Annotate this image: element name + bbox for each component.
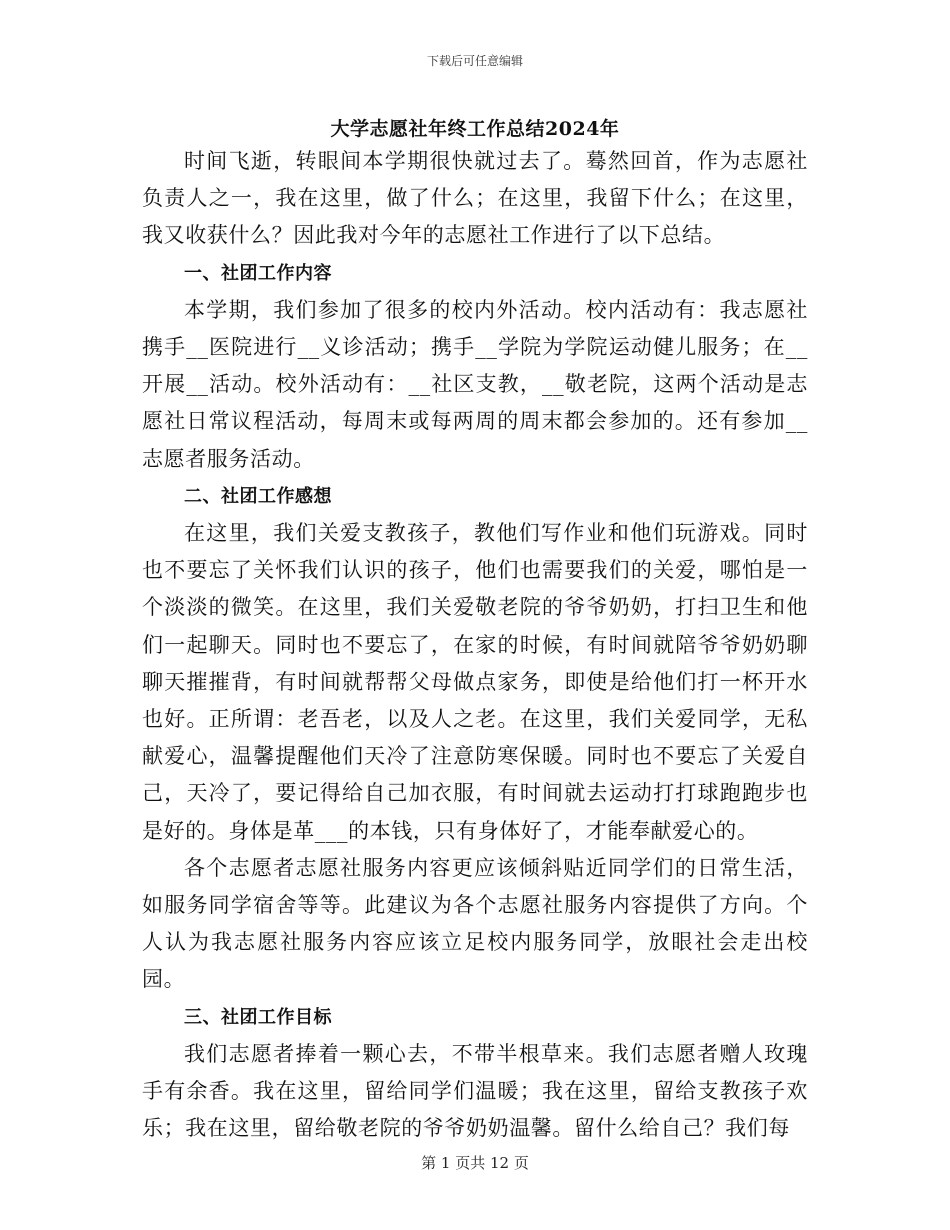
section-paragraph: 我们志愿者捧着一颗心去，不带半根草来。我们志愿者赠人玫瑰手有余香。我在这里，留给同学们温暖；我在这里，留给支教孩子欢乐；我在这里，留给敬老院的爷爷奶奶温馨。留什么给自己？我们每 — [142, 1041, 808, 1141]
section-paragraph: 在这里，我们关爱支教孩子，教他们写作业和他们玩游戏。同时也不要忘了关怀我们认识的孩子，他们也需要我们的关爱，哪怕是一个淡淡的微笑。在这里，我们关爱敬老院的爷爷奶奶，打扫卫生和他们一起聊天。同时也不要忘了，在家的时候，有时间就陪爷爷奶奶聊聊天摧摧背，有时间就帮帮父母做点家务，即使是给他们打一杯开水也好。正所谓：老吾老，以及人之老。在这里，我们关爱同学，无私献爱心，温馨提醒他们天冷了注意防寒保暖。同时也不要忘了关爱自己，天冷了，要记得给自己加衣服，有时间就去运动打打球跑跑步也是好的。身体是革___的本钱，只有身体好了，才能奉献爱心的。 — [142, 521, 808, 843]
page-header: 下载后可任意编辑 — [426, 54, 523, 68]
document-body — [142, 143, 808, 1147]
section-paragraph: 本学期，我们参加了很多的校内外活动。校内活动有：我志愿社携手__医院进行__义诊活动；携手__学院为学院运动健儿服务；在__开展__活动。校外活动有：__社区支教，__敬老院，这两个活动是志愿社日常议程活动，每周末或每两周的周末都会参加的。还有参加__志愿者服务活动。 — [142, 297, 808, 471]
section-heading-thoughts: 二、社团工作感想 — [184, 485, 332, 507]
page-footer: 第 1 页共 12 页 — [421, 1154, 529, 1172]
section-heading-content: 一、社团工作内容 — [184, 262, 332, 284]
intro-paragraph: 时间飞逝，转眼间本学期很快就过去了。蓦然回首，作为志愿社负责人之一，我在这里，做了什么；在这里，我留下什么；在这里，我又收获什么？因此我对今年的志愿社工作进行了以下总结。 — [142, 149, 808, 248]
document-title: 大学志愿社年终工作总结2024年 — [330, 118, 620, 140]
section-paragraph: 各个志愿者志愿社服务内容更应该倾斜贴近同学们的日常生活，如服务同学宿舍等等。此建议为各个志愿社服务内容提供了方向。个人认为我志愿社服务内容应该立足校内服务同学，放眼社会走出校园。 — [142, 855, 808, 992]
section-heading-goals: 三、社团工作目标 — [184, 1006, 332, 1028]
